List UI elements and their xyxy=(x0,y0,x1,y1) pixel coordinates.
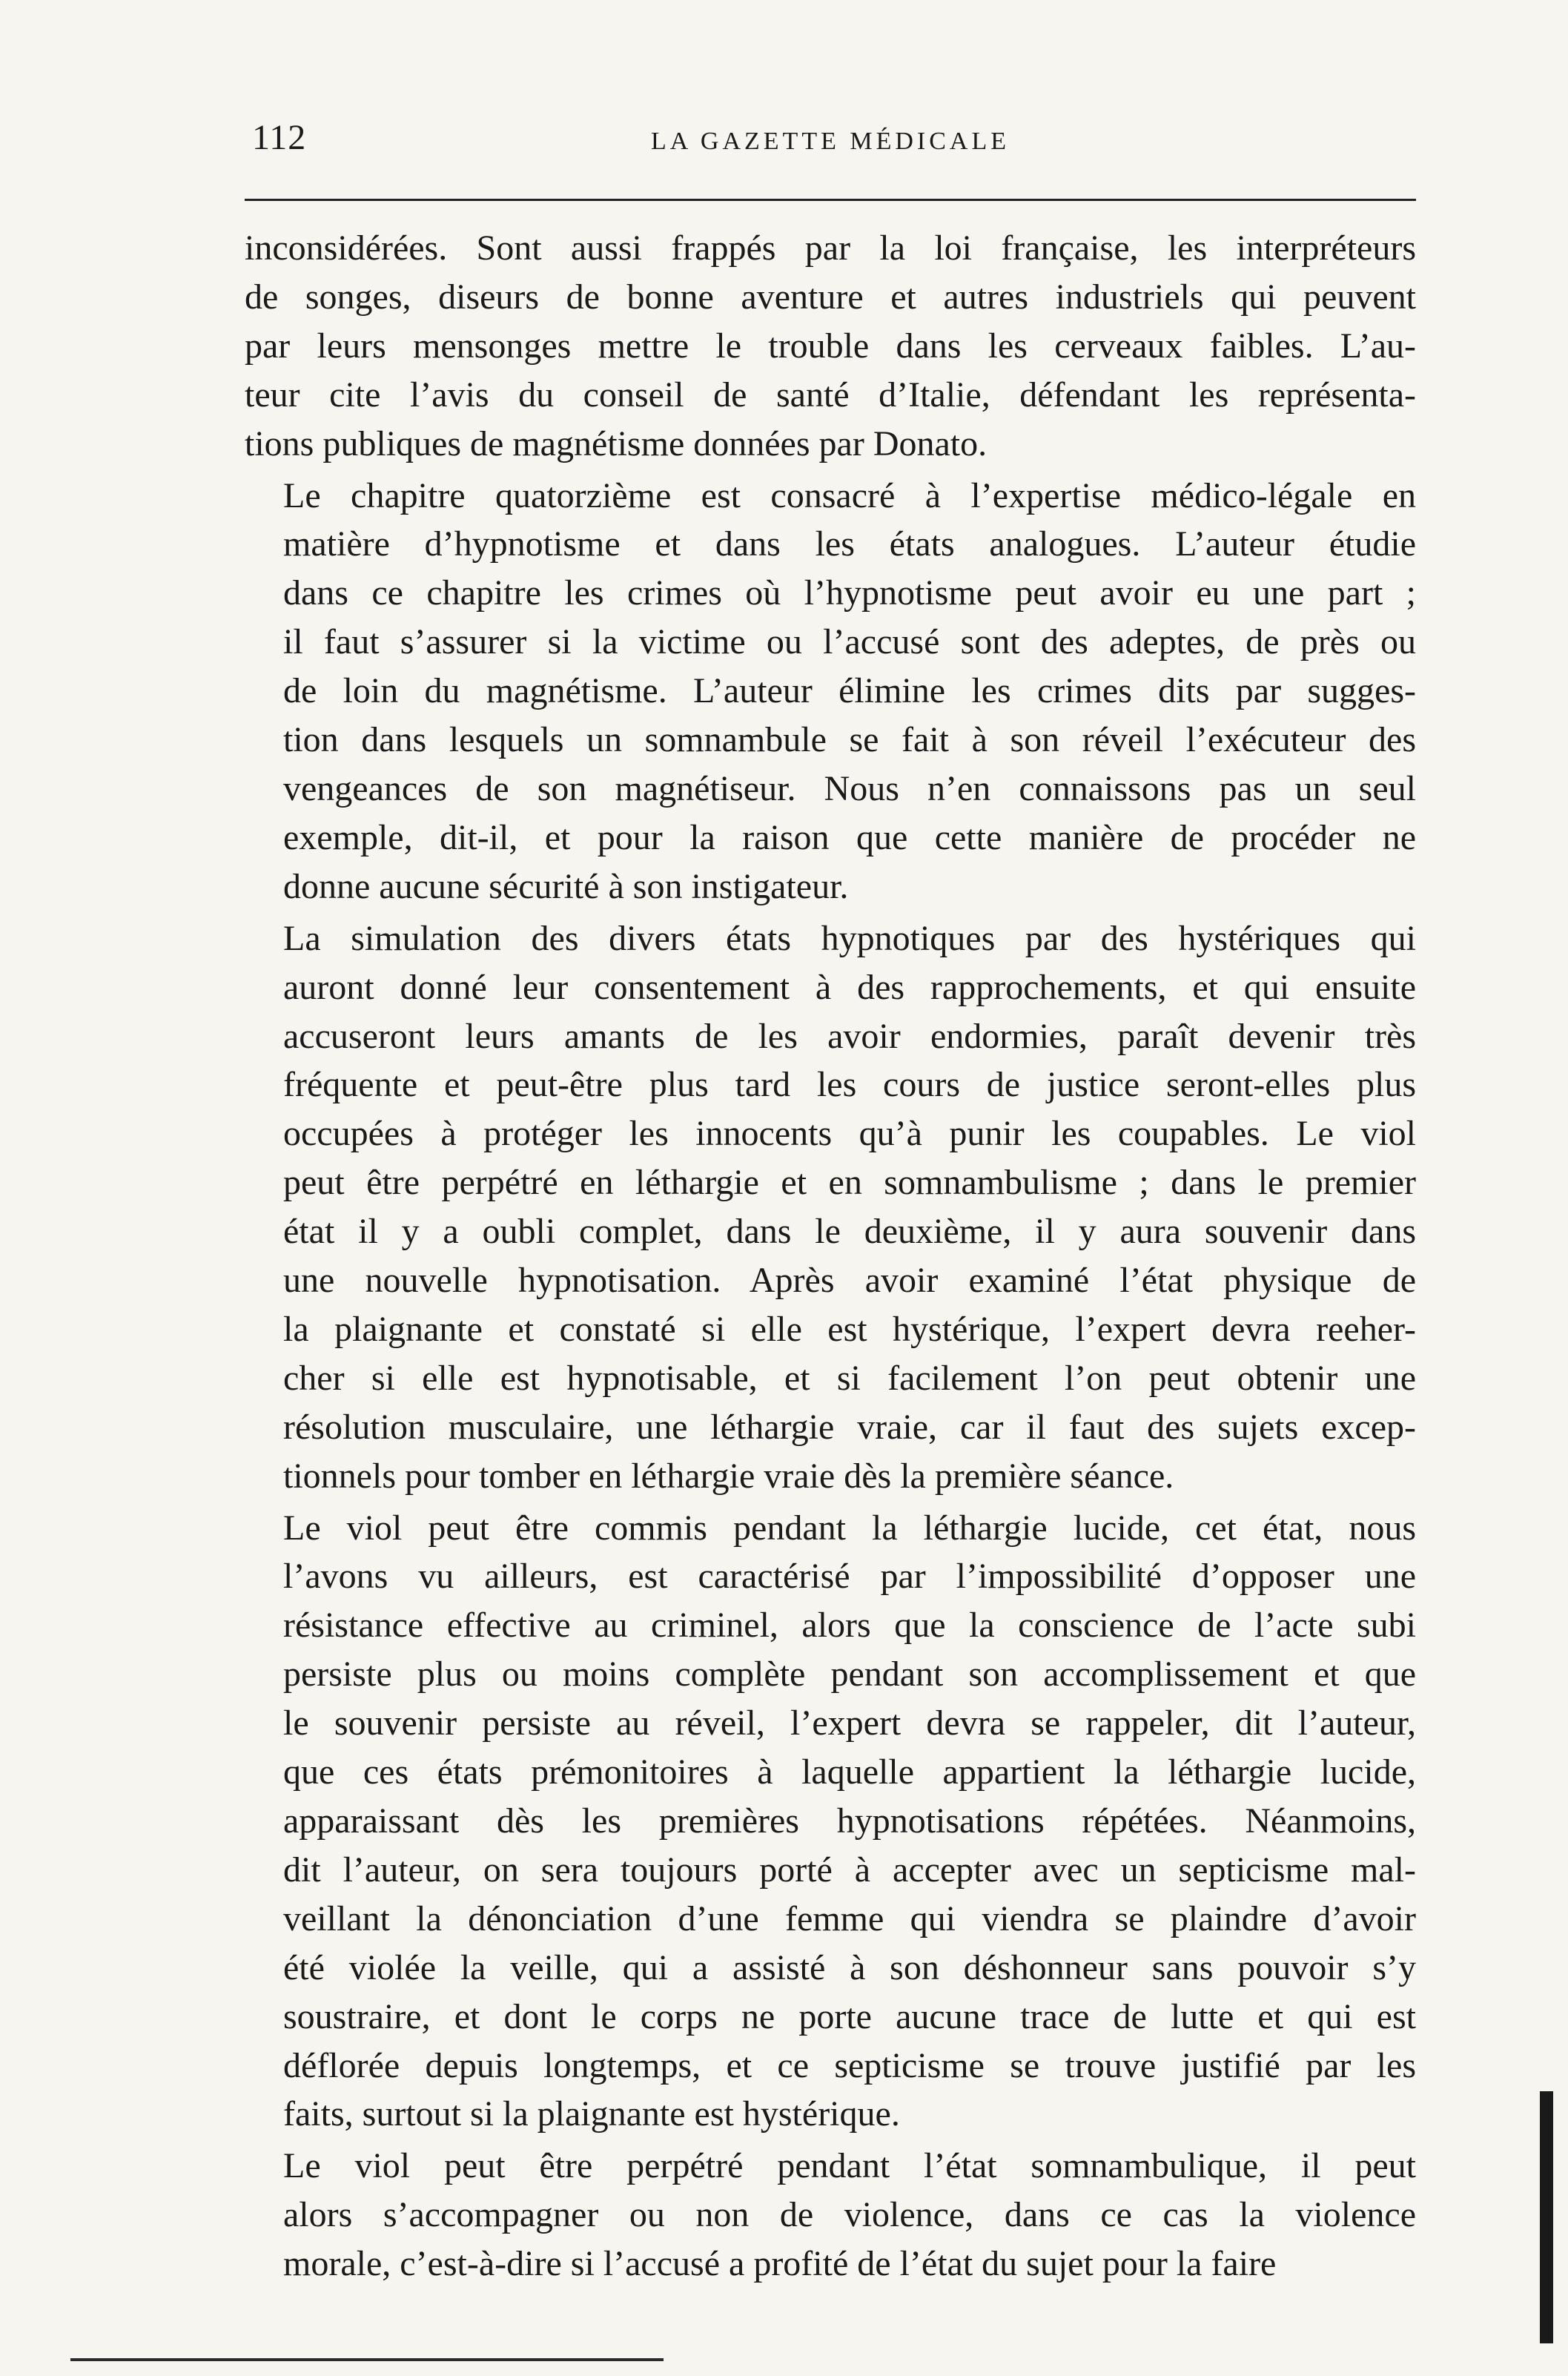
text-line: La simulation des divers états hypnotiques par des hystériques qui xyxy=(283,918,1416,958)
text-line: teur cite l’avis du conseil de santé d’Italie, défendant les représenta- xyxy=(245,374,1416,415)
header-rule xyxy=(245,199,1416,201)
text-line: veillant la dénonciation d’une femme qui viendra se plaindre d’avoir xyxy=(283,1898,1416,1938)
text-line: auront donné leur consentement à des rapprochements, et qui ensuite xyxy=(283,967,1416,1007)
text-line: matière d’hypnotisme et dans les états analogues. L’auteur étudie xyxy=(283,524,1416,564)
scan-margin-mark xyxy=(1540,2091,1553,2343)
page-number: 112 xyxy=(252,118,307,157)
running-title: LA GAZETTE MÉDICALE xyxy=(650,128,1010,155)
text-line: Le viol peut être perpétré pendant l’état somnambulique, il peut xyxy=(283,2146,1416,2186)
text-line: que ces états prémonitoires à laquelle appartient la léthargie lucide, xyxy=(283,1752,1416,1792)
text-line: persiste plus ou moins complète pendant son accomplissement et que xyxy=(283,1654,1416,1694)
text-line: de songes, diseurs de bonne aventure et autres industriels qui peuvent xyxy=(245,277,1416,317)
text-line: l’avons vu ailleurs, est caractérisé par l’impossibilité d’opposer une xyxy=(283,1557,1416,1597)
text-line: exemple, dit-il, et pour la raison que cette manière de procéder ne xyxy=(283,817,1416,857)
bottom-rule xyxy=(70,2358,664,2361)
page-header xyxy=(245,111,1416,163)
text-line: occupées à protéger les innocents qu’à punir les coupables. Le viol xyxy=(283,1114,1416,1154)
text-line: le souvenir persiste au réveil, l’expert devra se rappeler, dit l’auteur, xyxy=(283,1703,1416,1743)
paragraph xyxy=(245,472,1416,911)
paragraph xyxy=(245,914,1416,1501)
text-line: état il y a oubli complet, dans le deuxième, il y aura souvenir dans xyxy=(283,1212,1416,1252)
text-line: peut être perpétré en léthargie et en somnambulisme ; dans le premier xyxy=(283,1163,1416,1203)
text-line: il faut s’assurer si la victime ou l’accusé sont des adeptes, de près ou xyxy=(283,622,1416,662)
text-line: alors s’accompagner ou non de violence, dans ce cas la violence xyxy=(283,2195,1416,2235)
text-line: Le chapitre quatorzième est consacré à l’expertise médico-légale en xyxy=(283,475,1416,515)
paragraph xyxy=(245,224,1416,469)
paragraph xyxy=(245,1504,1416,2139)
text-line: une nouvelle hypnotisation. Après avoir examiné l’état physique de xyxy=(283,1261,1416,1301)
text-line: accuseront leurs amants de les avoir endormies, paraît devenir très xyxy=(283,1016,1416,1056)
text-line: donne aucune sécurité à son instigateur. xyxy=(283,866,849,906)
text-line: vengeances de son magnétiseur. Nous n’en connaissons pas un seul xyxy=(283,768,1416,808)
text-line: faits, surtout si la plaignante est hystérique. xyxy=(283,2094,900,2134)
paragraph xyxy=(245,2142,1416,2288)
text-line: tionnels pour tomber en léthargie vraie dès la première séance. xyxy=(283,1456,1174,1496)
text-line: inconsidérées. Sont aussi frappés par la loi française, les interpréteurs xyxy=(245,228,1416,268)
text-line: dit l’auteur, on sera toujours porté à accepter avec un septicisme mal- xyxy=(283,1849,1416,1890)
text-line: dans ce chapitre les crimes où l’hypnotisme peut avoir eu une part ; xyxy=(283,573,1416,613)
text-line: la plaignante et constaté si elle est hystérique, l’expert devra reeher- xyxy=(283,1309,1416,1349)
text-line: Le viol peut être commis pendant la léthargie lucide, cet état, nous xyxy=(283,1508,1416,1548)
text-line: tion dans lesquels un somnambule se fait à son réveil l’exécuteur des xyxy=(283,720,1416,760)
text-line: de loin du magnétisme. L’auteur élimine les crimes dits par sugges- xyxy=(283,671,1416,711)
text-line: morale, c’est-à-dire si l’accusé a profité de l’état du sujet pour la faire xyxy=(283,2244,1277,2284)
text-line: soustraire, et dont le corps ne porte aucune trace de lutte et qui est xyxy=(283,1996,1416,2036)
article-body xyxy=(245,224,1416,2288)
text-line: résolution musculaire, une léthargie vraie, car il faut des sujets excep- xyxy=(283,1407,1416,1447)
text-line: tions publiques de magnétisme données par Donato. xyxy=(245,423,988,463)
text-line: cher si elle est hypnotisable, et si facilement l’on peut obtenir une xyxy=(283,1358,1416,1398)
text-line: résistance effective au criminel, alors que la conscience de l’acte subi xyxy=(283,1606,1416,1646)
text-line: fréquente et peut-être plus tard les cours de justice seront-elles plus xyxy=(283,1065,1416,1105)
text-line: déflorée depuis longtemps, et ce septicisme se trouve justifié par les xyxy=(283,2045,1416,2085)
text-line: été violée la veille, qui a assisté à son déshonneur sans pouvoir s’y xyxy=(283,1947,1416,1987)
text-line: par leurs mensonges mettre le trouble dans les cerveaux faibles. L’au- xyxy=(245,326,1416,366)
text-line: apparaissant dès les premières hypnotisations répétées. Néanmoins, xyxy=(283,1801,1416,1841)
